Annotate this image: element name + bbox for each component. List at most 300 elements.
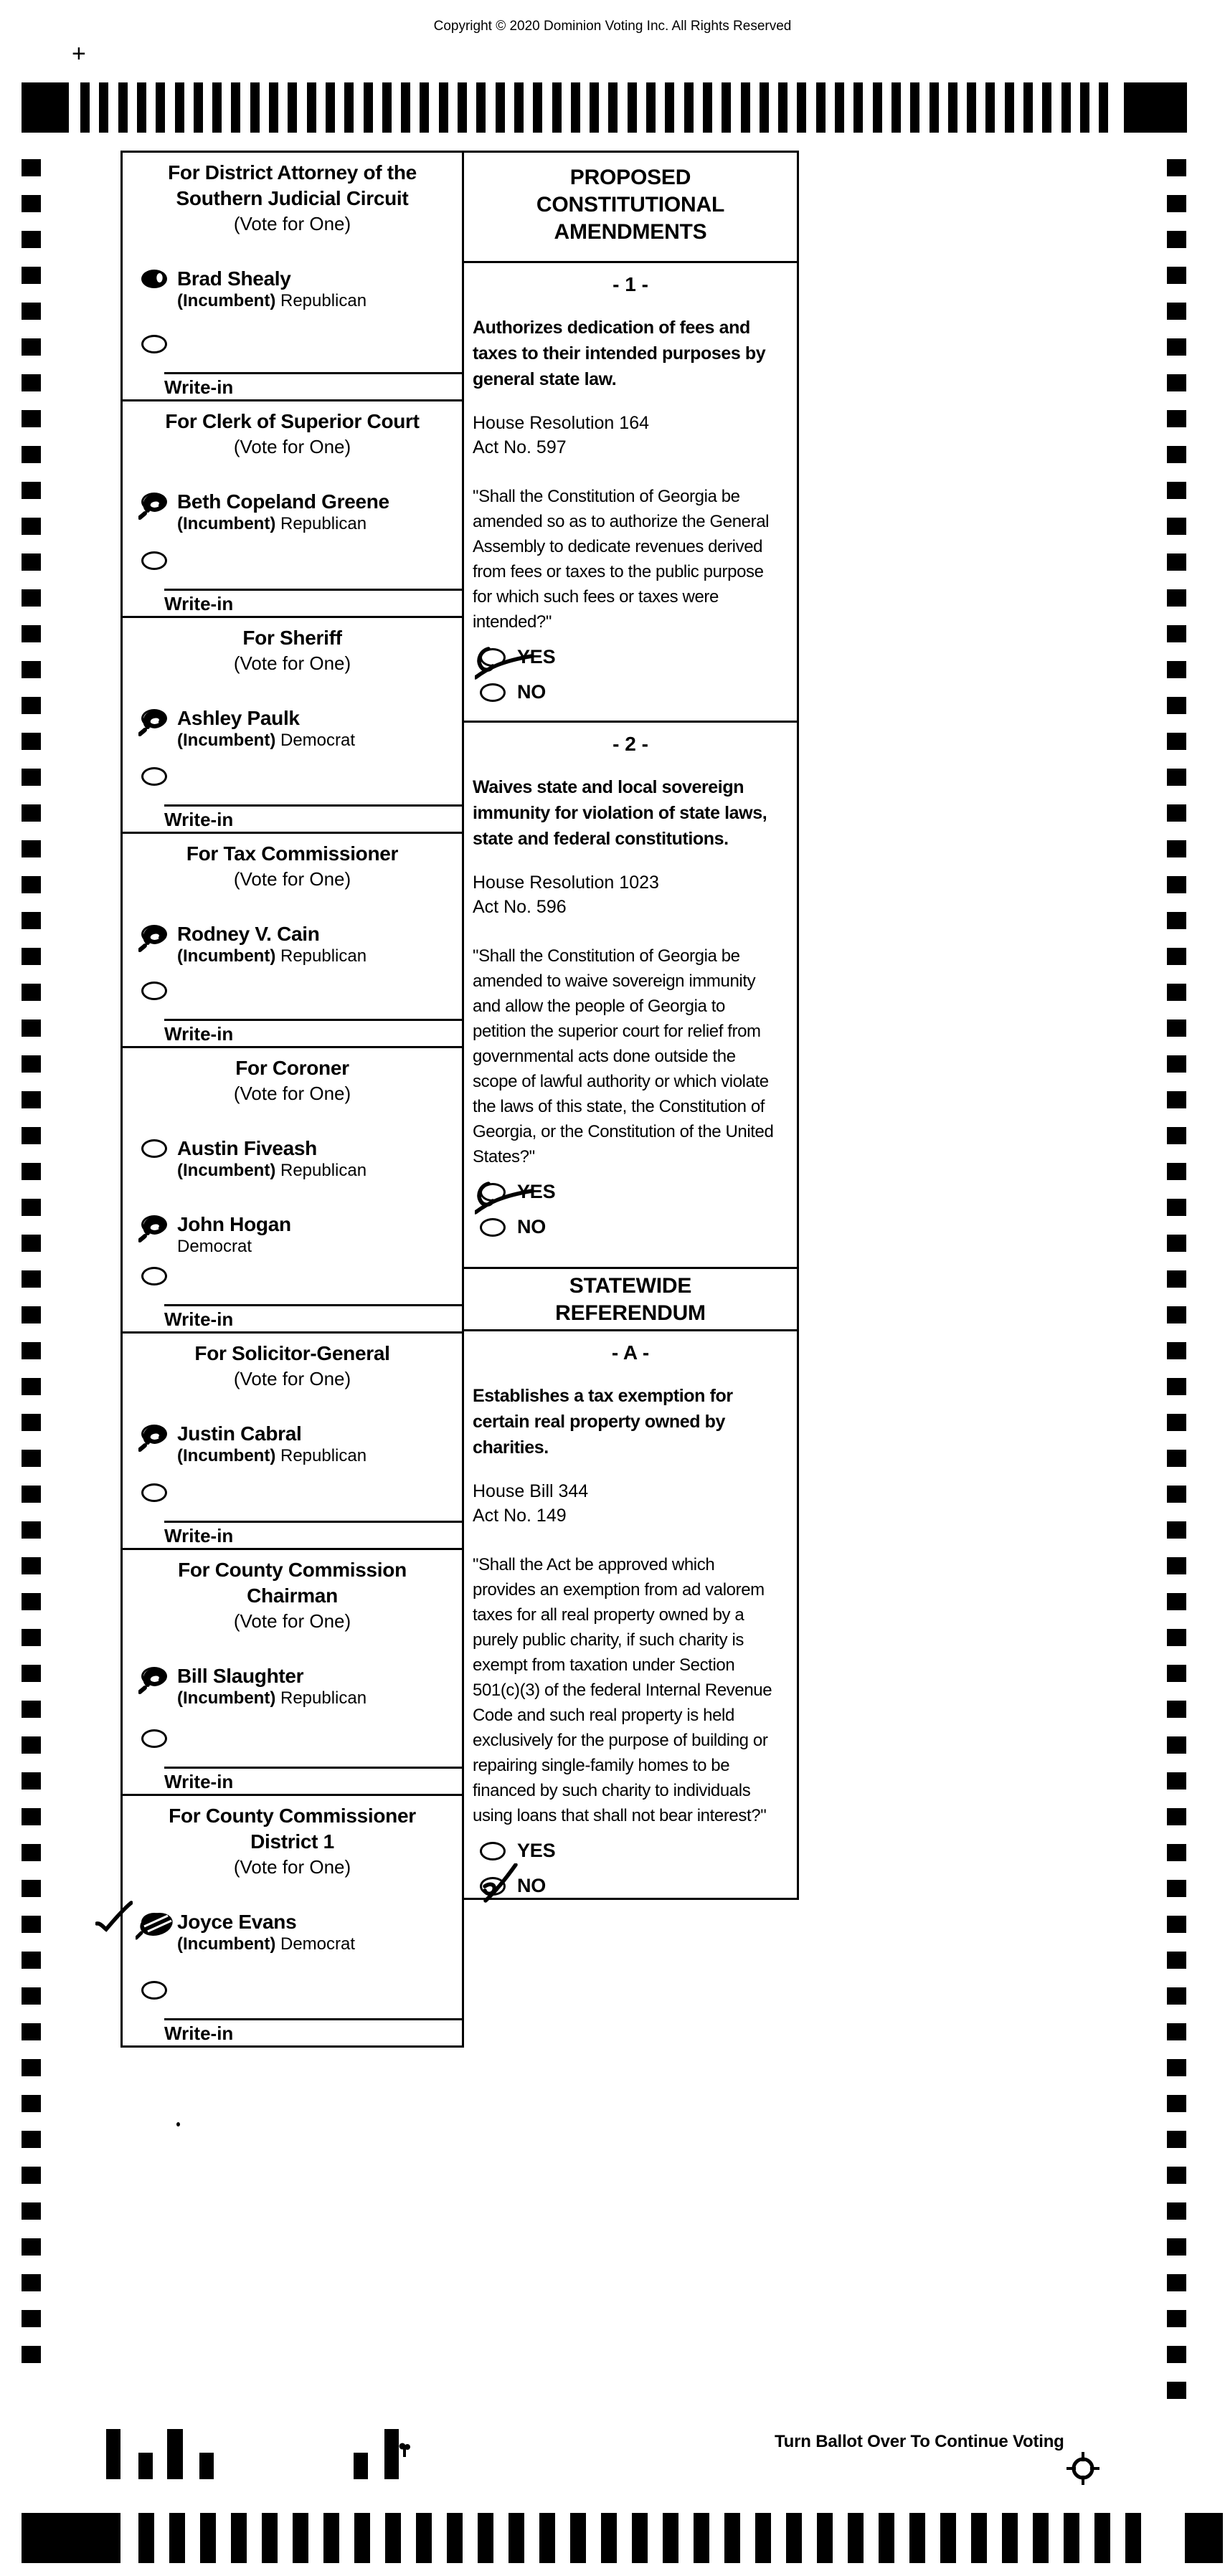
timing-mark <box>1167 1414 1186 1431</box>
timing-mark <box>175 82 184 133</box>
write-in-oval-district-attorney[interactable] <box>141 335 167 353</box>
measure-summary: Waives state and local sovereign immunity for violation of state laws, state and federal constitutions. <box>473 777 767 849</box>
race-county-commissioner-district-1 <box>123 1796 462 2045</box>
timing-mark <box>478 2513 493 2563</box>
candidate-detail: (Incumbent) Republican <box>177 946 367 966</box>
timing-mark <box>608 82 618 133</box>
timing-mark <box>1099 82 1108 133</box>
timing-mark <box>200 2513 216 2563</box>
timing-mark <box>22 1020 41 1037</box>
timing-mark <box>169 2513 185 2563</box>
timing-mark <box>817 2513 833 2563</box>
race-district-attorney <box>123 153 462 401</box>
timing-mark <box>231 2513 247 2563</box>
timing-mark <box>22 2346 41 2363</box>
timing-mark <box>1167 338 1186 356</box>
race-instruction: (Vote for One) <box>233 436 351 457</box>
timing-mark <box>694 2513 709 2563</box>
amendment-1-no-oval[interactable] <box>480 683 506 702</box>
candidate-name: Austin Fiveash <box>177 1137 317 1159</box>
timing-mark <box>22 82 69 133</box>
candidate-name: Brad Shealy <box>177 267 291 290</box>
referendum-a-yes-oval[interactable] <box>480 1842 506 1860</box>
timing-mark <box>22 1772 41 1790</box>
race-title: For Tax Commissioner <box>186 842 399 865</box>
timing-mark <box>22 1342 41 1359</box>
timing-mark <box>1167 733 1186 750</box>
timing-mark <box>1167 1844 1186 1861</box>
amendment-2-no-oval[interactable] <box>480 1218 506 1237</box>
amendment-1-yes-oval[interactable] <box>480 648 506 667</box>
timing-mark <box>1167 840 1186 857</box>
timing-mark <box>354 2513 370 2563</box>
timing-mark <box>22 1486 41 1503</box>
timing-mark <box>778 82 788 133</box>
timing-mark <box>22 2095 41 2112</box>
timing-mark <box>138 2513 154 2563</box>
write-in-label: Write-in <box>164 1308 234 1330</box>
copyright-notice: Copyright © 2020 Dominion Voting Inc. All Rights Reserved <box>433 19 792 34</box>
timing-mark <box>1167 912 1186 929</box>
candidate-name: Beth Copeland Greene <box>177 490 389 513</box>
race-title: For Solicitor-General <box>194 1342 390 1364</box>
timing-mark <box>22 1127 41 1144</box>
candidate-info <box>177 923 366 967</box>
vote-mark <box>136 1909 180 1943</box>
scan-speck <box>176 2122 180 2126</box>
timing-mark <box>1061 82 1071 133</box>
candidate-detail: (Incumbent) Democrat <box>177 731 356 750</box>
timing-mark <box>22 1629 41 1646</box>
choice-label: YES <box>517 1840 556 1861</box>
race-sheriff <box>123 618 462 834</box>
statewide-referendum <box>464 1269 797 1331</box>
race-title: For County Commission Chairman <box>178 1559 407 1607</box>
candidate-detail: Democrat <box>177 1237 252 1256</box>
timing-mark <box>22 2023 41 2040</box>
candidate-oval-justin-cabral[interactable] <box>141 1425 167 1443</box>
timing-mark <box>401 82 410 133</box>
timing-mark <box>816 82 826 133</box>
timing-mark <box>1167 1701 1186 1718</box>
measure-number: - 2 - <box>612 733 648 755</box>
choice-label: YES <box>517 1181 556 1202</box>
timing-mark <box>416 2513 432 2563</box>
timing-mark <box>1167 661 1186 678</box>
race-tax-commissioner <box>123 834 462 1048</box>
timing-mark <box>22 1880 41 1897</box>
write-in-area <box>164 589 462 614</box>
timing-mark <box>848 2513 864 2563</box>
timing-mark <box>22 303 41 320</box>
timing-mark <box>439 82 448 133</box>
write-in-oval-sheriff[interactable] <box>141 767 167 786</box>
timing-mark <box>1167 2059 1186 2076</box>
amendment-2 <box>464 723 797 1269</box>
timing-mark <box>22 625 41 642</box>
incumbent-label: (Incumbent) <box>177 1688 276 1708</box>
timing-mark <box>1167 1665 1186 1682</box>
choice-row-no <box>480 1216 797 1238</box>
timing-mark <box>293 2513 308 2563</box>
timing-mark <box>22 804 41 822</box>
race-county-commission-chairman <box>123 1550 462 1796</box>
timing-mark <box>1167 1342 1186 1359</box>
candidate-name: Justin Cabral <box>177 1422 302 1445</box>
timing-mark <box>22 1414 41 1431</box>
candidate-oval-joyce-evans[interactable] <box>141 1913 167 1931</box>
timing-mark <box>250 82 260 133</box>
timing-mark <box>22 231 41 248</box>
vote-mark <box>138 1664 174 1694</box>
candidate-info <box>177 490 389 535</box>
timing-mark <box>22 1450 41 1467</box>
candidate-oval-john-hogan[interactable] <box>141 1215 167 1234</box>
proposed-constitutional-amendments <box>464 153 797 263</box>
race-coroner <box>123 1048 462 1334</box>
write-in-oval-county-commissioner-district-1[interactable] <box>141 1981 167 2000</box>
timing-mark <box>22 1270 41 1288</box>
write-in-area <box>164 1767 462 1792</box>
race-title: For Sheriff <box>242 627 342 649</box>
timing-mark <box>22 948 41 965</box>
measure-summary: Authorizes dedication of fees and taxes to their intended purposes by general state law. <box>473 318 766 389</box>
timing-mark <box>458 82 467 133</box>
candidate-row <box>123 1911 462 1955</box>
timing-mark <box>646 82 656 133</box>
timing-mark <box>628 82 637 133</box>
timing-mark <box>22 1235 41 1252</box>
timing-mark <box>22 2238 41 2256</box>
timing-mark <box>930 82 939 133</box>
measure-authority: House Bill 344 Act No. 149 <box>473 1481 589 1526</box>
measures-column <box>462 151 799 1900</box>
timing-mark <box>22 410 41 427</box>
timing-mark <box>985 82 995 133</box>
candidate-info <box>177 707 355 751</box>
candidate-oval-austin-fiveash[interactable] <box>141 1139 167 1158</box>
candidate-name: Bill Slaughter <box>177 1665 304 1687</box>
timing-mark <box>724 2513 740 2563</box>
candidate-name: Rodney V. Cain <box>177 923 320 945</box>
timing-mark <box>1167 1163 1186 1180</box>
timing-mark <box>1167 697 1186 714</box>
write-in-oval-tax-commissioner[interactable] <box>141 982 167 1000</box>
timing-mark <box>22 769 41 786</box>
timing-mark <box>22 446 41 463</box>
timing-mark <box>231 82 240 133</box>
timing-mark <box>199 2453 214 2479</box>
incumbent-label: (Incumbent) <box>177 514 276 533</box>
timing-mark <box>22 553 41 571</box>
race-instruction: (Vote for One) <box>233 213 351 234</box>
timing-mark <box>326 82 335 133</box>
timing-mark <box>22 1163 41 1180</box>
candidate-info <box>177 1422 366 1467</box>
timing-mark <box>1124 82 1187 133</box>
timing-mark <box>22 840 41 857</box>
timing-mark <box>786 2513 802 2563</box>
candidate-detail: (Incumbent) Democrat <box>177 1934 356 1954</box>
timing-mark <box>1094 2513 1110 2563</box>
timing-mark <box>22 267 41 284</box>
incumbent-label: (Incumbent) <box>177 731 276 750</box>
timing-mark <box>22 697 41 714</box>
timing-mark <box>364 82 373 133</box>
candidate-row <box>123 1137 462 1182</box>
choice-row-yes <box>480 646 797 668</box>
vote-mark <box>475 1180 535 1217</box>
timing-mark <box>22 2513 120 2563</box>
timing-mark <box>22 2310 41 2327</box>
timing-mark <box>22 1521 41 1539</box>
timing-mark <box>22 1593 41 1610</box>
incumbent-label: (Incumbent) <box>177 291 276 310</box>
choice-label: NO <box>517 1216 547 1237</box>
timing-mark <box>22 1916 41 1933</box>
timing-mark <box>156 82 165 133</box>
timing-mark <box>1167 1270 1186 1288</box>
candidate-name: Joyce Evans <box>177 1911 297 1933</box>
timing-mark <box>632 2513 648 2563</box>
timing-mark <box>1002 2513 1018 2563</box>
timing-mark <box>118 82 128 133</box>
timing-mark <box>601 2513 617 2563</box>
timing-mark <box>1167 1450 1186 1467</box>
vote-mark <box>475 645 535 683</box>
timing-mark <box>1167 2238 1186 2256</box>
timing-mark <box>514 82 524 133</box>
amendment-2-yes-oval[interactable] <box>480 1183 506 1202</box>
timing-mark <box>1167 446 1186 463</box>
timing-mark <box>873 82 882 133</box>
timing-mark <box>1167 1378 1186 1395</box>
candidate-row <box>123 267 462 312</box>
timing-mark <box>22 2202 41 2220</box>
timing-mark <box>80 82 90 133</box>
vote-mark <box>141 270 169 290</box>
choice-row-yes <box>480 1840 797 1862</box>
candidate-oval-brad-shealy[interactable] <box>141 270 167 288</box>
candidate-name: Ashley Paulk <box>177 707 300 729</box>
measures-header: STATEWIDE REFERENDUM <box>555 1274 706 1325</box>
race-title: For Clerk of Superior Court <box>165 410 420 432</box>
timing-mark <box>22 2131 41 2148</box>
timing-mark <box>571 82 580 133</box>
timing-mark <box>22 1701 41 1718</box>
timing-mark <box>1064 2513 1079 2563</box>
registration-plus-mark: + <box>72 40 86 67</box>
timing-mark <box>22 2167 41 2184</box>
timing-mark <box>1167 1091 1186 1108</box>
candidate-detail: (Incumbent) Republican <box>177 1688 367 1708</box>
timing-mark <box>1167 303 1186 320</box>
timing-mark <box>1023 82 1033 133</box>
timing-mark <box>22 1306 41 1323</box>
candidate-row <box>123 1213 462 1258</box>
timing-mark <box>22 876 41 893</box>
timing-mark <box>665 82 674 133</box>
write-in-area <box>164 1019 462 1044</box>
timing-mark <box>1167 2131 1186 2148</box>
timing-mark <box>948 82 957 133</box>
race-instruction: (Vote for One) <box>233 1610 351 1632</box>
timing-mark <box>22 2274 41 2291</box>
timing-mark <box>684 82 694 133</box>
timing-mark <box>1167 1736 1186 1754</box>
write-in-label: Write-in <box>164 1023 234 1045</box>
timing-mark <box>703 82 712 133</box>
timing-mark <box>138 2453 153 2479</box>
timing-mark <box>1033 2513 1049 2563</box>
timing-mark <box>384 2429 399 2479</box>
timing-mark <box>1167 1808 1186 1825</box>
write-in-label: Write-in <box>164 593 234 614</box>
measure-summary: Establishes a tax exemption for certain real property owned by charities. <box>473 1386 733 1458</box>
write-in-oval-coroner[interactable] <box>141 1267 167 1285</box>
timing-mark <box>22 338 41 356</box>
timing-mark <box>344 82 354 133</box>
timing-mark <box>910 82 919 133</box>
candidate-oval-beth-copeland-greene[interactable] <box>141 493 167 511</box>
candidate-info <box>177 1137 366 1182</box>
vote-mark <box>138 706 174 736</box>
vote-mark <box>138 490 174 520</box>
timing-mark <box>1005 82 1014 133</box>
timing-mark <box>1167 1557 1186 1574</box>
race-title: For County Commissioner District 1 <box>169 1805 416 1853</box>
timing-mark <box>1167 1629 1186 1646</box>
timing-mark <box>1167 1306 1186 1323</box>
timing-mark <box>1125 2513 1141 2563</box>
timing-mark <box>22 1987 41 2005</box>
timing-mark <box>1167 2346 1186 2363</box>
candidate-info <box>177 1213 291 1258</box>
timing-mark <box>722 82 731 133</box>
timing-mark <box>22 733 41 750</box>
measure-authority: House Resolution 164 Act No. 597 <box>473 413 649 457</box>
timing-mark <box>476 82 486 133</box>
timing-mark <box>22 1952 41 1969</box>
incumbent-label: (Incumbent) <box>177 1934 276 1954</box>
timing-mark <box>891 82 901 133</box>
timing-mark <box>1167 2167 1186 2184</box>
write-in-label: Write-in <box>164 1525 234 1546</box>
timing-mark <box>853 82 863 133</box>
timing-mark <box>22 195 41 212</box>
race-title: For District Attorney of the Southern Judicial Circuit <box>168 161 417 209</box>
timing-mark <box>1167 1020 1186 1037</box>
timing-mark <box>1167 589 1186 607</box>
write-in-area <box>164 1304 462 1329</box>
timing-mark <box>967 82 976 133</box>
timing-mark <box>1167 1772 1186 1790</box>
race-instruction: (Vote for One) <box>233 868 351 890</box>
turn-ballot-over-notice: Turn Ballot Over To Continue Voting <box>775 2432 1064 2451</box>
candidate-row <box>123 923 462 967</box>
timing-mark <box>22 1378 41 1395</box>
timing-mark <box>539 2513 555 2563</box>
timing-mark <box>1167 2382 1186 2399</box>
timing-mark <box>1167 1952 1186 1969</box>
write-in-oval-solicitor-general[interactable] <box>141 1483 167 1502</box>
timing-mark <box>590 82 599 133</box>
timing-mark <box>1167 518 1186 535</box>
timing-mark <box>1167 2202 1186 2220</box>
timing-mark <box>1167 482 1186 499</box>
timing-mark <box>940 2513 956 2563</box>
race-instruction: (Vote for One) <box>233 1083 351 1104</box>
choice-row-no <box>480 1875 797 1897</box>
choice-label: NO <box>517 1875 547 1896</box>
timing-mark <box>106 2429 120 2479</box>
timing-mark <box>1167 267 1186 284</box>
candidate-detail: (Incumbent) Republican <box>177 1446 367 1465</box>
timing-mark <box>835 82 844 133</box>
measure-question: "Shall the Act be approved which provides an exemption from ad valorem taxes for all real property owned by a purely public charity, if such charity is exempt from taxation under Section 501(c)(3) of the federal Internal Revenue Code and such real property is held exclusively for the purpose of building or repairing single-family homes to be financed by such charity to individuals using loans that shall not bear interest?" <box>473 1555 772 1825</box>
referendum-a <box>464 1331 797 1898</box>
referendum-a-no-oval[interactable] <box>480 1877 506 1896</box>
write-in-oval-county-commission-chairman[interactable] <box>141 1729 167 1748</box>
candidate-row <box>123 707 462 751</box>
candidate-detail: (Incumbent) Republican <box>177 291 367 310</box>
timing-mark <box>1167 1593 1186 1610</box>
timing-mark <box>269 82 278 133</box>
timing-mark <box>1167 1916 1186 1933</box>
candidate-oval-rodney-v-cain[interactable] <box>141 925 167 944</box>
timing-mark <box>382 82 392 133</box>
timing-mark <box>22 482 41 499</box>
timing-mark <box>1167 625 1186 642</box>
timing-mark <box>22 2059 41 2076</box>
timing-mark <box>22 1091 41 1108</box>
vote-mark <box>138 1212 174 1242</box>
timing-mark <box>552 82 562 133</box>
race-instruction: (Vote for One) <box>233 1368 351 1389</box>
timing-mark <box>1167 876 1186 893</box>
write-in-oval-clerk-of-superior-court[interactable] <box>141 551 167 570</box>
incumbent-label: (Incumbent) <box>177 946 276 966</box>
timing-mark <box>1080 82 1089 133</box>
measures-header: PROPOSED CONSTITUTIONAL AMENDMENTS <box>536 166 725 244</box>
timing-mark <box>99 82 108 133</box>
choice-label: YES <box>517 646 556 667</box>
write-in-area <box>164 1521 462 1546</box>
incumbent-label: (Incumbent) <box>177 1161 276 1180</box>
measure-number: - A - <box>611 1341 650 1364</box>
timing-mark <box>212 82 222 133</box>
candidate-detail: (Incumbent) Republican <box>177 1161 367 1180</box>
candidate-oval-bill-slaughter[interactable] <box>141 1667 167 1686</box>
barcode-glyph <box>399 2442 412 2459</box>
measure-number: - 1 - <box>612 273 648 295</box>
candidate-row <box>123 490 462 535</box>
timing-mark <box>760 82 769 133</box>
stray-check-mark <box>95 1901 133 1932</box>
incumbent-label: (Incumbent) <box>177 1446 276 1465</box>
timing-mark <box>420 82 429 133</box>
measure-question: "Shall the Constitution of Georgia be amended so as to authorize the General Assembly to dedicate revenues derived from fees or taxes to the public purpose for which such fees or taxes were intended?" <box>473 487 770 632</box>
measure-question: "Shall the Constitution of Georgia be amended to waive sovereign immunity and allow the people of Georgia to petition the superior court for relief from governmental acts done outside the scope of lawful authority or which violate the laws of this state, the Constitution of Georgia, or the Constitution of the United States?" <box>473 946 774 1166</box>
candidate-oval-ashley-paulk[interactable] <box>141 709 167 728</box>
timing-mark <box>755 2513 771 2563</box>
timing-mark <box>385 2513 401 2563</box>
timing-mark <box>1167 1880 1186 1897</box>
write-in-label: Write-in <box>164 809 234 830</box>
timing-mark <box>1042 82 1051 133</box>
timing-mark <box>741 82 750 133</box>
timing-mark <box>1167 231 1186 248</box>
